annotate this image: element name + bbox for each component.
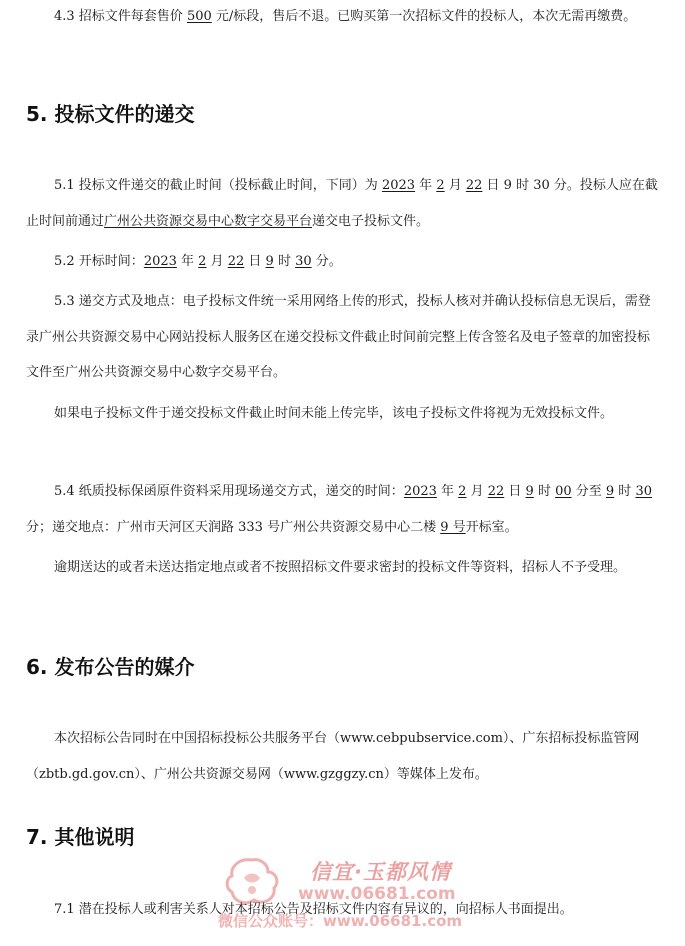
clause-5-4-late: 逾期送达的或者未送达指定地点或者不按照招标文件要求密封的投标文件等资料，招标人不予受理。 [54,560,627,575]
clause-5-3-invalid: 如果电子投标文件于递交投标文件截止时间未能上传完毕，该电子投标文件将视为无效投标文件。 [54,406,614,421]
watermark-url: www.06681.com [298,884,456,904]
clause-5-2: 5.2 开标时间：2023 年 2 月 22 日 9 时 30 分。 [54,254,342,269]
platform-name: 广州公共资源交易中心数字交易平台 [104,213,313,229]
section-5-heading: 5. 投标文件的递交 [26,102,195,126]
clause-7-1: 7.1 潜在投标人或利害关系人对本招标公告及招标文件内容有异议的，向招标人书面提出。 [54,902,573,917]
clause-4-3: 4.3 招标文件每套售价 500 元/标段，售后不退。已购买第一次招标文件的投标人，本次无需再缴费。 [54,9,637,24]
price-value: 500 [186,9,212,24]
watermark-wechat: 微信公众账号：www.06681.com [218,912,463,930]
clause-5-3: 5.3 递交方式及地点：电子投标文件统一采用网络上传的形式，投标人核对并确认投标信息无误后，需登录广州公共资源交易中心网站投标人服务区在递交投标文件截止时间前完整上传含签名及电子签章的加密投标文件至广州公共资源交易中心数字交易平台。 [26,294,651,380]
section-6-heading: 6. 发布公告的媒介 [26,655,195,679]
clause-5-1: 5.1 投标文件递交的截止时间（投标截止时间，下同）为 2023 年 2 月 22 日 9 时 30 分。投标人应在截止时间前通过广州公共资源交易中心数字交易平台递交电子投标文件。 [26,178,658,229]
watermark-title: 信宜·玉都风情 [310,860,451,884]
section-7-heading: 7. 其他说明 [26,825,135,849]
clause-6-media: 本次招标公告同时在中国招标投标公共服务平台（www.cebpubservice.com）、广东招标投标监管网（zbtb.gd.gov.cn）、广州公共资源交易网（www.gzggzy.cn）等媒体上发布。 [26,731,640,782]
clause-5-4: 5.4 纸质投标保函原件资料采用现场递交方式，递交的时间：2023 年 2 月 22 日 9 时 00 分至 9 时 30 分；递交地点：广州市天河区天润路 333 号广州公共资源交易中心二楼 9 号开标室。 [26,484,652,535]
